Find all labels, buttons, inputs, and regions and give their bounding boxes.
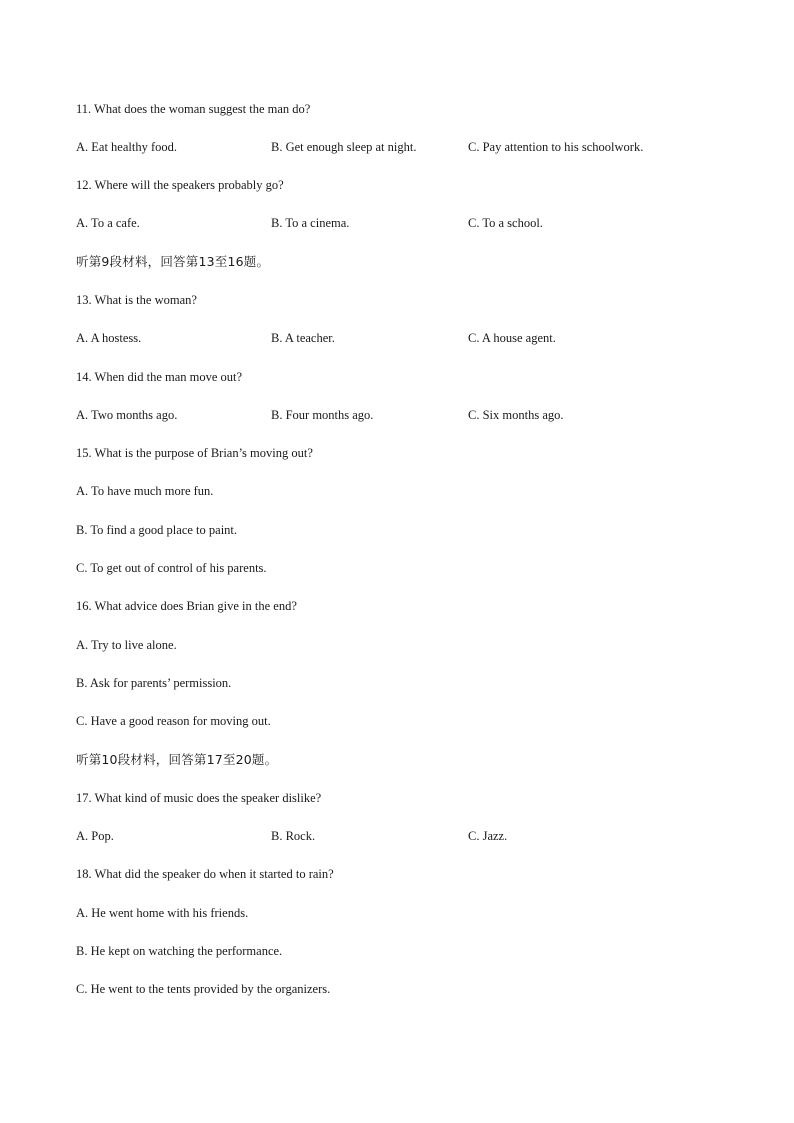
option-a: A. A hostess. — [76, 331, 142, 345]
question-12-options — [76, 215, 736, 231]
question-18-option-c: C. He went to the tents provided by the organizers. — [76, 982, 331, 996]
question-15-option-c: C. To get out of control of his parents. — [76, 561, 267, 575]
option-c: C. Jazz. — [468, 829, 508, 843]
question-15-option-a: A. To have much more fun. — [76, 484, 214, 498]
question-14-options — [76, 407, 736, 423]
question-11: 11. What does the woman suggest the man do? — [76, 102, 311, 116]
option-a: A. Pop. — [76, 829, 114, 843]
question-16-option-a: A. Try to live alone. — [76, 638, 177, 652]
question-16: 16. What advice does Brian give in the end? — [76, 599, 297, 613]
question-15: 15. What is the purpose of Brian’s moving out? — [76, 446, 313, 460]
question-17-options — [76, 828, 736, 844]
question-14: 14. When did the man move out? — [76, 370, 243, 384]
option-c: C. A house agent. — [468, 331, 556, 345]
option-a: A. Two months ago. — [76, 408, 178, 422]
question-18-option-b: B. He kept on watching the performance. — [76, 944, 283, 958]
option-c: C. Six months ago. — [468, 408, 564, 422]
option-b: B. To a cinema. — [271, 216, 350, 230]
question-12: 12. Where will the speakers probably go? — [76, 178, 284, 192]
question-13-options — [76, 330, 736, 346]
question-18-option-a: A. He went home with his friends. — [76, 906, 249, 920]
section-10-instruction: 听第10段材料，回答第17至20题。 — [76, 752, 278, 767]
option-a: A. Eat healthy food. — [76, 140, 178, 154]
option-c: C. Pay attention to his schoolwork. — [468, 140, 644, 154]
option-b: B. Rock. — [271, 829, 316, 843]
option-b: B. Get enough sleep at night. — [271, 140, 417, 154]
question-18: 18. What did the speaker do when it started to rain? — [76, 867, 334, 881]
option-c: C. To a school. — [468, 216, 543, 230]
option-b: B. A teacher. — [271, 331, 335, 345]
option-b: B. Four months ago. — [271, 408, 374, 422]
question-11-options — [76, 139, 736, 155]
question-17: 17. What kind of music does the speaker dislike? — [76, 791, 322, 805]
question-15-option-b: B. To find a good place to paint. — [76, 523, 238, 537]
section-9-instruction: 听第9段材料，回答第13至16题。 — [76, 254, 270, 269]
question-13: 13. What is the woman? — [76, 293, 197, 307]
option-a: A. To a cafe. — [76, 216, 140, 230]
question-16-option-b: B. Ask for parents’ permission. — [76, 676, 232, 690]
question-16-option-c: C. Have a good reason for moving out. — [76, 714, 271, 728]
